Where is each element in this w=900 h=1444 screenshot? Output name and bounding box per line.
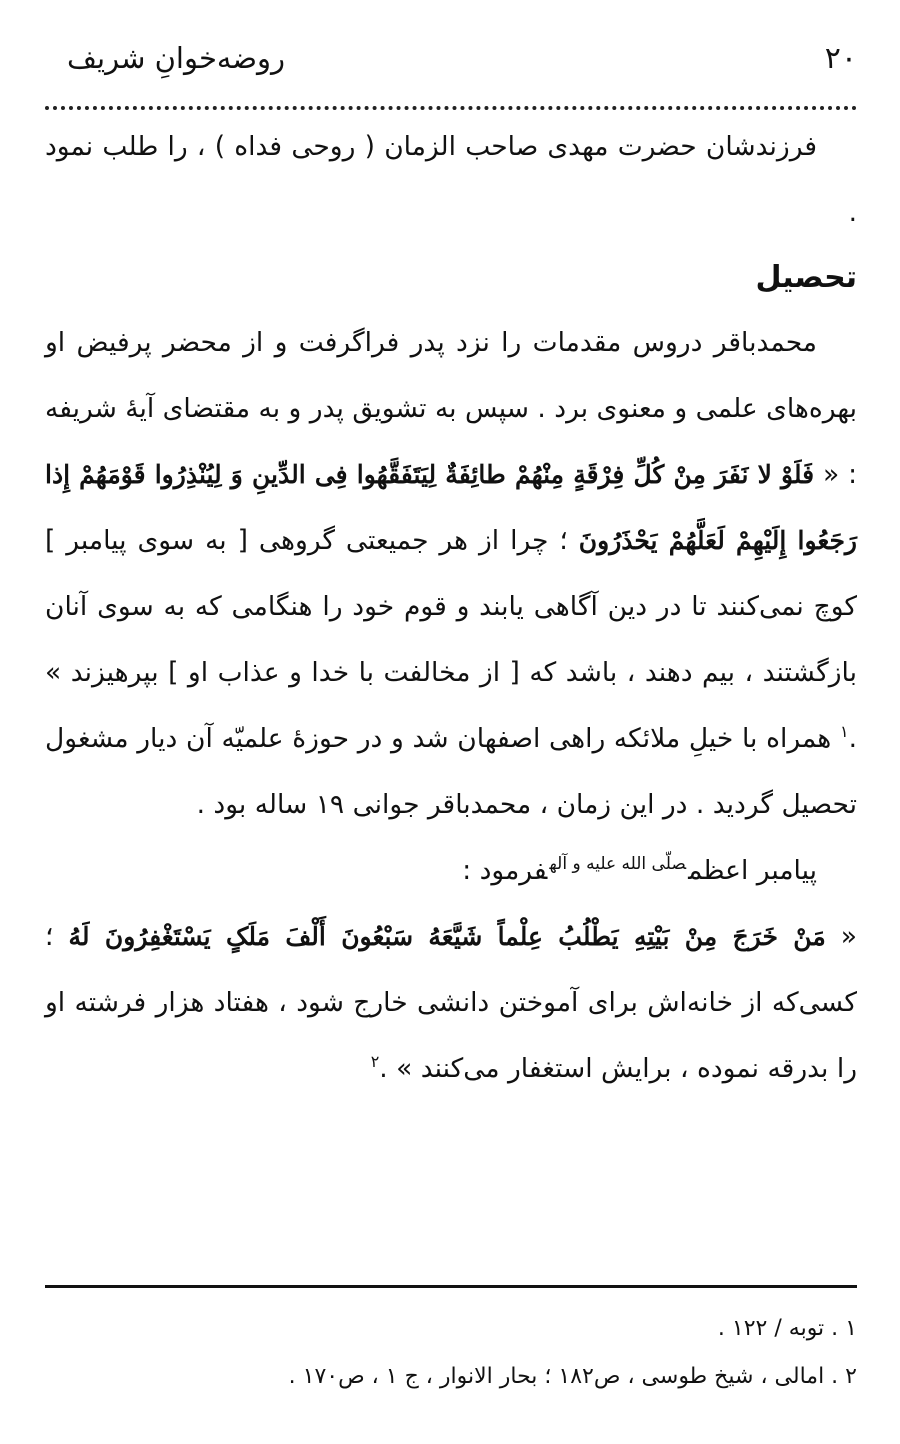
paragraph-1: فرزندشان حضرت مهدی صاحب الزمان ( روحی فداه ) ، را طلب نمود .: [45, 131, 857, 228]
footnote-1: ۱ . توبه / ۱۲۲ .: [717, 1316, 857, 1341]
paragraph-2-continuation: همراه با خیلِ ملائکه راهی اصفهان شد و در حوزهٔ علمیّه آن دیار مشغول تحصیل گردید . در این زمان ، محمدباقر جوانی ۱۹ ساله بود .: [45, 723, 857, 820]
header-dotted-rule: [45, 106, 857, 110]
prophet-reference: پیامبر اعظم: [688, 855, 817, 886]
hadith-translation: ؛ کسی‌که از خانه‌اش برای آموختن دانشی خارج شود ، هفتاد هزار فرشته او را بدرقه نموده ، برایش استغفار می‌کنند » .: [45, 921, 857, 1084]
section-heading: تحصیل: [755, 260, 857, 295]
honorific-symbol: صلّی الله علیه و آله: [549, 854, 687, 875]
hadith-text: مَنْ خَرَجَ مِنْ بَیْتِهِ یَطْلُبُ عِلْماً شَیَّعَهُ سَبْعُونَ أَلْفَ مَلَکٍ یَسْتَغْفِرُونَ لَهُ: [68, 922, 826, 951]
hadith-open-quote: «: [825, 921, 858, 952]
paragraph-2-intro: محمدباقر دروس مقدمات را نزد پدر فراگرفت و از محضر پرفیض او بهره‌های علمی و معنوی برد . سپس به تشویق پدر و به مقتضای آیهٔ شریفه : «: [45, 327, 858, 490]
footnote-marker-2: ۲: [370, 1052, 380, 1072]
page-header: [45, 38, 857, 94]
footnote-2: ۲ . امالی ، شیخ طوسی ، ص۱۸۲ ؛ بحار الانوار ، ج ۱ ، ص۱۷۰ .: [288, 1364, 857, 1389]
main-text: [45, 114, 857, 1102]
paragraph-2: [45, 310, 857, 838]
said-label: فرمود :: [462, 855, 548, 886]
footnote-marker-1: ۱: [839, 722, 849, 742]
quran-verse: فَلَوْ لا نَفَرَ مِنْ کُلِّ فِرْقَةٍ مِنْهُمْ طائِفَةٌ لِیَتَفَقَّهُوا فِی الدِّینِ وَ لِیُنْذِرُوا قَوْمَهُمْ إِذا رَجَعُوا إِلَیْهِمْ لَعَلَّهُمْ یَحْذَرُونَ: [45, 460, 857, 555]
footnote-separator: [45, 1285, 857, 1288]
book-page: [45, 38, 857, 1102]
footnotes: [45, 1305, 857, 1401]
running-title: روضه‌خوانِ شریف: [67, 41, 286, 75]
paragraph-4: [45, 904, 857, 1102]
paragraph-3: [45, 838, 857, 904]
page-number: ۲۰: [824, 41, 857, 76]
verse-translation: ؛ چرا از هر جمیعتی گروهی [ به سوی پیامبر ] کوچ نمی‌کنند تا در دین آگاهی یابند و قوم خود را هنگامی که به سوی آنان بازگشتند ، بیم دهند ، باشد که [ از مخالفت با خدا و عذاب او ] بپرهیزند » .: [45, 525, 857, 754]
